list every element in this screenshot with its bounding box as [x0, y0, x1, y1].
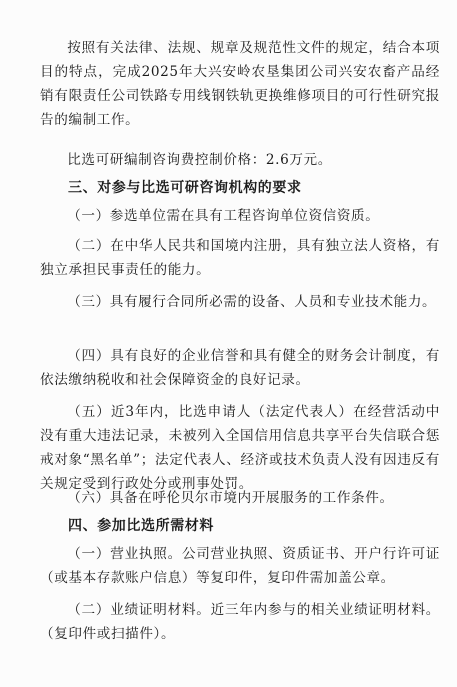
requirement-item-6: （六）具备在呼伦贝尔市境内开展服务的工作条件。 — [67, 490, 394, 506]
material-item-1: （一）营业执照。公司营业执照、资质证书、开户行许可证（或基本存款账户信息）等复印件，复印件需加盖公章。 — [40, 546, 440, 586]
requirement-item-5: （五）近3年内，比选申请人（法定代表人）在经营活动中没有重大违法记录，未被列入全国信用信息共享平台失信联合惩戒对象“黑名单”；法定代表人、经济或技术负责人没有因违反有关规定受到行政处分或刑事处罚。 — [40, 404, 440, 492]
requirement-item-1: （一）参选单位需在具有工程咨询单位资信资质。 — [67, 208, 380, 224]
section-four-heading: 四、参加比选所需材料 — [68, 518, 214, 534]
fee-paragraph: 比选可研编制咨询费控制价格：2.6万元。 — [67, 152, 332, 168]
requirement-item-3: （三）具有履行合同所必需的设备、人员和专业技术能力。 — [67, 294, 437, 310]
requirement-item-4: （四）具有良好的企业信誉和具有健全的财务会计制度，有依法缴纳税收和社会保障资金的良好记录。 — [40, 348, 440, 388]
requirement-item-2: （二）在中华人民共和国境内注册，具有独立法人资格，有独立承担民事责任的能力。 — [40, 238, 440, 278]
intro-paragraph: 按照有关法律、法规、规章及规范性文件的规定，结合本项目的特点，完成2025年大兴安岭农垦集团公司兴安农畜产品经销有限责任公司铁路专用线钢铁轨更换维修项目的可行性研究报告的编制工作。 — [40, 40, 440, 128]
material-item-2: （二）业绩证明材料。近三年内参与的相关业绩证明材料。（复印件或扫描件）。 — [40, 602, 440, 642]
section-three-heading: 三、对参与比选可研咨询机构的要求 — [68, 180, 302, 196]
